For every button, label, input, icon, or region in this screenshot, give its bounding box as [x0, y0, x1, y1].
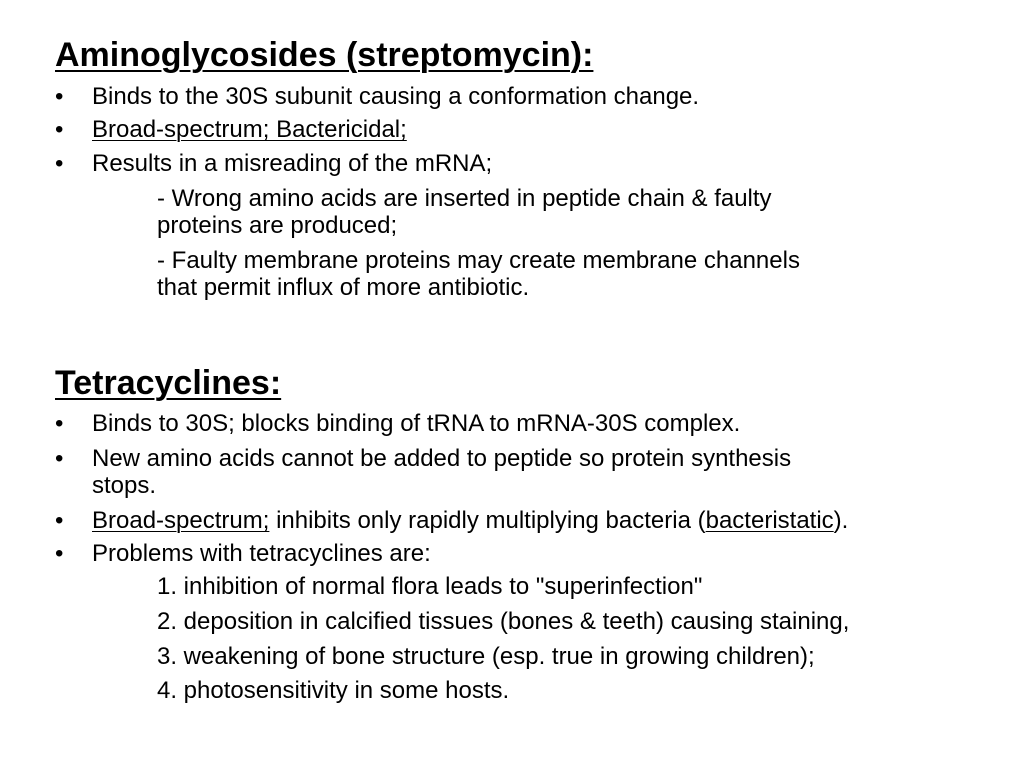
bullet-text: Results in a misreading of the mRNA; — [92, 150, 493, 177]
tetracyclines-item-1: 1. inhibition of normal flora leads to "superinfection" — [157, 573, 703, 600]
broad-spectrum-text: Broad-spectrum; — [92, 507, 270, 534]
bullet-text: Broad-spectrum; Bactericidal; — [92, 116, 407, 143]
bullet-marker: • — [55, 445, 64, 472]
tetracyclines-heading: Tetracyclines: — [55, 364, 282, 402]
bullet-text: New amino acids cannot be added to peptide so protein synthesis — [92, 445, 792, 472]
bullet-text-middle: inhibits only rapidly multiplying bacteria ( — [269, 507, 706, 534]
bullet-marker: • — [55, 150, 64, 177]
bullet-text: Binds to the 30S subunit causing a conformation change. — [92, 83, 700, 110]
aminoglycosides-sub-2-line-1: - Faulty membrane proteins may create membrane channels — [157, 247, 800, 274]
tetracyclines-item-2: 2. deposition in calcified tissues (bones & teeth) causing staining, — [157, 608, 850, 635]
bullet-text: Binds to 30S; blocks binding of tRNA to mRNA-30S complex. — [92, 410, 741, 437]
bullet-text: stops. — [92, 472, 157, 499]
bullet-marker: • — [55, 83, 64, 110]
aminoglycosides-sub-1-line-2: proteins are produced; — [157, 212, 398, 239]
bullet-text — [92, 508, 848, 534]
aminoglycosides-heading: Aminoglycosides (streptomycin): — [55, 36, 594, 74]
bullet-marker: • — [55, 116, 64, 143]
bullet-text-end: ). — [833, 507, 849, 534]
tetracyclines-item-3: 3. weakening of bone structure (esp. true in growing children); — [157, 643, 815, 670]
aminoglycosides-sub-1-line-1: - Wrong amino acids are inserted in peptide chain & faulty — [157, 185, 772, 212]
tetracyclines-item-4: 4. photosensitivity in some hosts. — [157, 677, 510, 704]
aminoglycosides-sub-2-line-2: that permit influx of more antibiotic. — [157, 274, 530, 301]
bullet-marker: • — [55, 410, 64, 437]
bacteristatic-text: bacteristatic — [705, 507, 834, 534]
bullet-marker: • — [55, 540, 64, 567]
bullet-marker: • — [55, 507, 64, 534]
bullet-text: Problems with tetracyclines are: — [92, 540, 431, 567]
